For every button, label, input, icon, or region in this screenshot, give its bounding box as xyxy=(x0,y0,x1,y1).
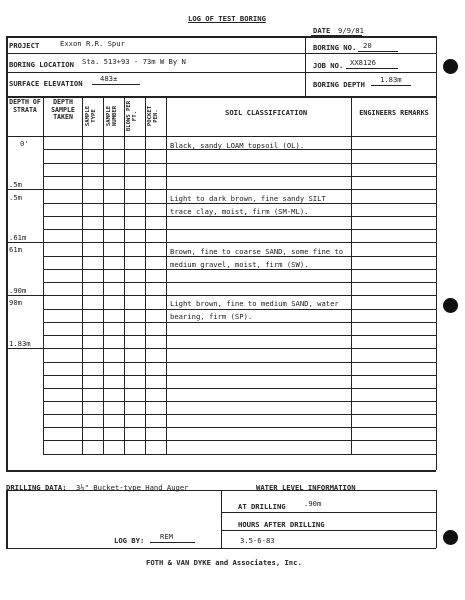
col-header-sample-type: SAMPLE TYPE xyxy=(85,105,97,127)
drilling-mid-divider xyxy=(221,490,222,548)
stratum-top-depth: .5m xyxy=(9,193,22,202)
row-rule xyxy=(43,362,436,363)
table-right-edge xyxy=(436,96,437,470)
form-title: LOG OF TEST BORING xyxy=(188,14,266,23)
row-rule xyxy=(43,427,436,428)
row-rule xyxy=(43,414,436,415)
col-header-pocket-pen: POCKET PEN. xyxy=(147,105,159,127)
project-value: Exxon R.R. Spur xyxy=(60,39,125,48)
stratum-bottom-depth: 1.83m xyxy=(9,339,31,348)
row-rule xyxy=(43,216,436,217)
row-rule xyxy=(43,176,436,177)
project-label: PROJECT xyxy=(9,41,40,50)
header-top-rule xyxy=(6,36,436,38)
job-no-value: XX8126 xyxy=(350,58,376,67)
date-label: DATE xyxy=(313,26,331,35)
boring-no-label: BORING NO. xyxy=(313,43,357,52)
soil-description-line: Light brown, fine to medium SAND, water xyxy=(170,299,339,308)
soil-description-line: Brown, fine to coarse SAND, some fine to xyxy=(170,247,344,256)
stratum-top-depth: 0' xyxy=(20,139,29,148)
row-rule xyxy=(6,348,436,349)
boring-depth-value: 1.83m xyxy=(380,75,402,84)
stratum-bottom-depth: .90m xyxy=(9,286,27,295)
row-rule xyxy=(43,203,436,204)
row-rule xyxy=(43,401,436,402)
drilling-bottom-rule xyxy=(6,548,436,549)
soil-description-line: bearing, firm (SP). xyxy=(170,312,253,321)
col-header-depth-strata-text: DEPTH OF STRATA xyxy=(9,98,41,114)
header-right-edge xyxy=(436,36,437,96)
col-header-engineers-remarks xyxy=(354,109,434,117)
row-rule xyxy=(43,229,436,230)
stratum-top-depth: 61m xyxy=(9,245,22,254)
boring-location-label: BORING LOCATION xyxy=(9,60,74,69)
at-drilling-label: AT DRILLING xyxy=(238,502,286,511)
company-footer: FOTH & VAN DYKE and Associates, Inc. xyxy=(146,558,302,567)
col-header-depth-sample xyxy=(45,99,81,122)
row-rule xyxy=(43,335,436,336)
row-rule xyxy=(43,388,436,389)
drilling-data-value: 3¼" Bucket-type Hand Auger xyxy=(76,483,189,492)
boring-no-underline xyxy=(358,51,398,52)
col-header-depth-strata xyxy=(8,99,42,114)
log-by-label: LOG BY: xyxy=(114,536,145,545)
row-rule xyxy=(6,242,436,243)
boring-no-value: 20 xyxy=(363,41,372,50)
col-header-engineers-remarks-text: ENGINEERS REMARKS xyxy=(359,109,429,117)
soil-description-line: trace clay, moist, firm (SM-ML). xyxy=(170,207,309,216)
surface-elevation-underline xyxy=(92,84,140,85)
hours-after-drilling-label: HOURS AFTER DRILLING xyxy=(238,520,325,529)
header-rule-1 xyxy=(6,53,436,54)
table-bottom-rule xyxy=(6,470,436,472)
punch-hole xyxy=(443,298,458,313)
row-rule xyxy=(43,375,436,376)
row-rule xyxy=(6,189,436,190)
table-header-rule xyxy=(6,136,436,137)
table-left-edge xyxy=(6,96,8,470)
soil-description-line: Black, sandy LOAM topsoil (OL). xyxy=(170,141,305,150)
row-rule xyxy=(43,440,436,441)
header-mid-divider xyxy=(305,36,306,96)
hours-after-drilling-value: 3.5-6-83 xyxy=(240,536,275,545)
at-drilling-value: .90m xyxy=(304,499,322,508)
surface-elevation-value: 483± xyxy=(100,74,118,83)
row-rule xyxy=(43,282,436,283)
row-rule xyxy=(43,322,436,323)
boring-depth-underline xyxy=(371,85,411,86)
punch-hole xyxy=(443,530,458,545)
drilling-right-edge xyxy=(436,490,437,548)
log-by-value: REM xyxy=(160,532,173,541)
col-header-soil-classification: SOIL CLASSIFICATION xyxy=(225,108,308,117)
job-no-label: JOB NO. xyxy=(313,61,344,70)
drilling-left-edge xyxy=(6,490,8,548)
col-header-blows: BLOWS PER FT. xyxy=(126,100,138,132)
col-header-sample-number: SAMPLE NUMBER xyxy=(106,105,118,127)
soil-description-line: medium gravel, moist, firm (SW). xyxy=(170,260,309,269)
soil-description-line: Light to dark brown, fine sandy SILT xyxy=(170,194,326,203)
water-rule-2 xyxy=(221,530,436,531)
job-no-underline xyxy=(346,68,398,69)
header-left-edge xyxy=(6,36,8,96)
stratum-bottom-depth: .5m xyxy=(9,180,22,189)
drilling-data-label: DRILLING DATA: xyxy=(6,483,67,492)
row-rule xyxy=(43,454,436,455)
boring-location-value: Sta. 513+93 - 73m W By N xyxy=(82,57,186,66)
row-rule xyxy=(43,163,436,164)
row-rule xyxy=(43,309,436,310)
boring-depth-label: BORING DEPTH xyxy=(313,80,365,89)
water-rule-1 xyxy=(221,512,436,513)
log-by-underline xyxy=(150,542,195,543)
row-rule xyxy=(43,256,436,257)
row-rule xyxy=(43,269,436,270)
punch-hole xyxy=(443,59,458,74)
row-rule xyxy=(6,295,436,296)
surface-elevation-label: SURFACE ELEVATION xyxy=(9,79,83,88)
date-value: 9/9/81 xyxy=(338,26,364,35)
stratum-top-depth: 90m xyxy=(9,298,22,307)
water-level-label: WATER LEVEL INFORMATION xyxy=(256,483,356,492)
stratum-bottom-depth: .61m xyxy=(9,233,27,242)
header-rule-2 xyxy=(6,72,436,73)
col-header-depth-sample-text: DEPTH SAMPLE TAKEN xyxy=(51,98,75,122)
